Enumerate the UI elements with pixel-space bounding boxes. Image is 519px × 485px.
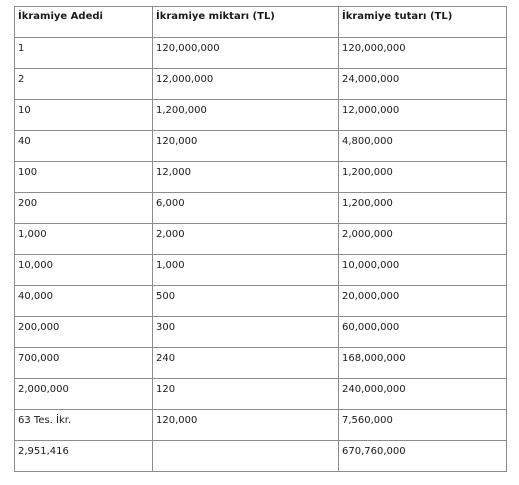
cell-prize-count: 200,000 [15,317,153,348]
table-row [15,224,507,255]
cell-prize-total: 120,000,000 [339,38,507,69]
cell-prize-total: 12,000,000 [339,100,507,131]
cell-prize-count: 2,000,000 [15,379,153,410]
table-row [15,193,507,224]
cell-prize-count: 40,000 [15,286,153,317]
cell-prize-count: 700,000 [15,348,153,379]
cell-prize-total: 1,200,000 [339,162,507,193]
table-row [15,255,507,286]
table-row [15,38,507,69]
cell-prize-amount: 2,000 [153,224,339,255]
table-row [15,162,507,193]
table-row [15,410,507,441]
cell-prize-amount: 120,000 [153,131,339,162]
cell-prize-count: 200 [15,193,153,224]
cell-total-sum: 670,760,000 [339,441,507,472]
table-row [15,131,507,162]
cell-prize-amount: 6,000 [153,193,339,224]
cell-prize-total: 168,000,000 [339,348,507,379]
table-header-row [15,7,507,38]
cell-prize-count: 10 [15,100,153,131]
header-prize-count: İkramiye Adedi [15,7,153,38]
cell-prize-amount: 120,000 [153,410,339,441]
table-row [15,286,507,317]
cell-prize-total: 24,000,000 [339,69,507,100]
cell-prize-total: 1,200,000 [339,193,507,224]
cell-prize-count: 63 Tes. İkr. [15,410,153,441]
cell-prize-count: 40 [15,131,153,162]
table-row [15,69,507,100]
cell-prize-total: 60,000,000 [339,317,507,348]
cell-prize-count: 1 [15,38,153,69]
cell-prize-total: 20,000,000 [339,286,507,317]
cell-prize-count: 10,000 [15,255,153,286]
cell-prize-count: 100 [15,162,153,193]
cell-prize-amount: 300 [153,317,339,348]
prize-table [14,6,507,472]
cell-prize-count: 1,000 [15,224,153,255]
cell-total-count: 2,951,416 [15,441,153,472]
table-row [15,317,507,348]
cell-prize-amount: 12,000 [153,162,339,193]
header-prize-total: İkramiye tutarı (TL) [339,7,507,38]
table-row [15,379,507,410]
cell-prize-amount: 120,000,000 [153,38,339,69]
cell-prize-amount: 1,000 [153,255,339,286]
cell-prize-amount: 120 [153,379,339,410]
cell-prize-total: 240,000,000 [339,379,507,410]
cell-prize-count: 2 [15,69,153,100]
table-row [15,348,507,379]
cell-prize-total: 7,560,000 [339,410,507,441]
cell-prize-amount: 1,200,000 [153,100,339,131]
cell-prize-amount: 240 [153,348,339,379]
cell-prize-amount: 12,000,000 [153,69,339,100]
cell-prize-total: 2,000,000 [339,224,507,255]
header-prize-amount: İkramiye miktarı (TL) [153,7,339,38]
table-row-total [15,441,507,472]
cell-prize-amount: 500 [153,286,339,317]
cell-prize-total: 4,800,000 [339,131,507,162]
cell-prize-total: 10,000,000 [339,255,507,286]
table-row [15,100,507,131]
cell-total-amount [153,441,339,472]
